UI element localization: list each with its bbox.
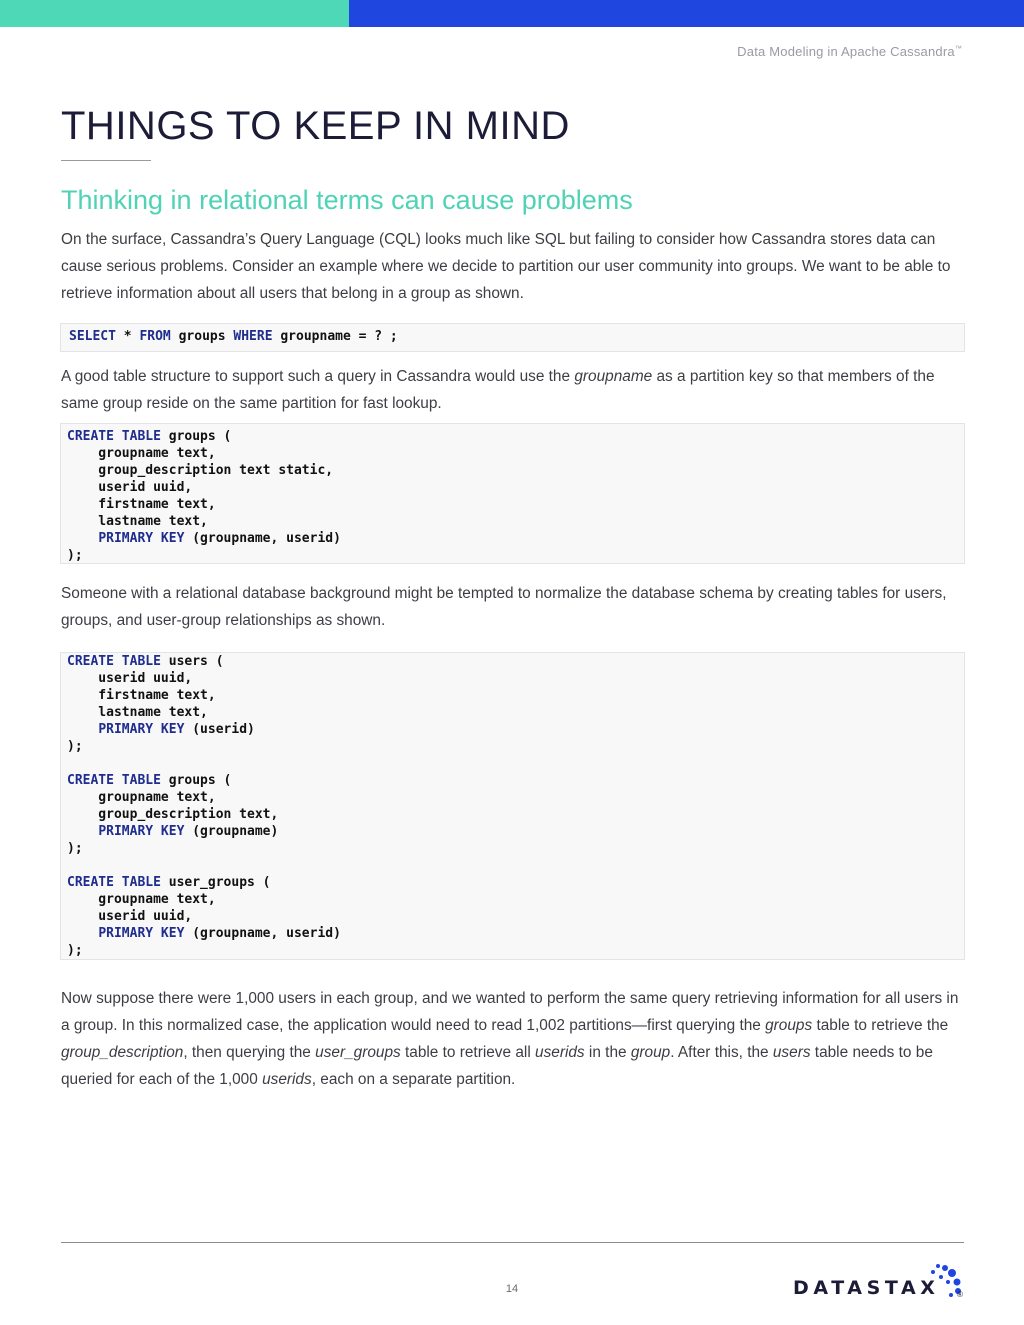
code-line	[67, 531, 341, 546]
partition-key-term: groupname	[574, 368, 653, 385]
datastax-logo	[790, 1262, 970, 1302]
code-keyword: CREATE TABLE	[67, 773, 161, 788]
partitions-explanation-paragraph	[61, 985, 967, 1093]
code-keyword: PRIMARY KEY	[98, 531, 185, 546]
code-text: groupname text,	[67, 892, 216, 907]
code-text	[67, 824, 98, 839]
code-text: (groupname, userid)	[184, 531, 341, 546]
code-text: groupname text,	[67, 446, 216, 461]
p4-text-m: table needs to be queried for each of the 1,000	[61, 1044, 933, 1088]
code-text: users (	[160, 654, 224, 669]
code-keyword: WHERE	[233, 329, 273, 344]
code-text: groups	[170, 329, 234, 344]
p4-text-k: . After this, the	[670, 1044, 773, 1061]
code-line	[67, 446, 216, 461]
top-color-bar	[0, 0, 1024, 27]
code-line	[67, 875, 271, 890]
term-group-description: group_description	[61, 1044, 184, 1061]
code-line	[67, 790, 216, 805]
normalize-paragraph: Someone with a relational database background might be tempted to normalize the database schema by creating tables for users, groups, and user-group relationships as shown.	[61, 585, 947, 629]
select-query-code-block	[60, 323, 965, 352]
code-text	[67, 722, 98, 737]
code-line	[67, 480, 192, 495]
code-text: userid uuid,	[67, 480, 193, 495]
code-line	[67, 739, 83, 754]
code-line	[67, 429, 231, 444]
code-text: );	[67, 548, 83, 563]
create-groups-code-block	[60, 423, 965, 564]
normalized-schema-code-block	[60, 652, 965, 960]
code-line	[67, 722, 255, 737]
code-line	[67, 463, 333, 478]
logo-wordmark: DATASTAX	[793, 1277, 940, 1299]
code-text: );	[67, 943, 83, 958]
code-line	[67, 909, 192, 924]
code-text: user_groups (	[160, 875, 271, 890]
p4-text-i: in the	[584, 1044, 631, 1061]
partition-key-paragraph-text-2: as a partition key so that members of the same group reside on the same partition for fast lookup.	[61, 368, 935, 412]
code-line	[67, 514, 208, 529]
code-text	[67, 926, 98, 941]
code-line	[67, 705, 208, 720]
p4-text-e: , then querying the	[183, 1044, 316, 1061]
footer-divider	[61, 1242, 964, 1243]
partition-key-paragraph	[61, 363, 967, 417]
code-text: groups (	[160, 773, 232, 788]
code-text: group_description text static,	[67, 463, 334, 478]
term-user-groups: user_groups	[315, 1044, 401, 1061]
code-line	[67, 654, 224, 669]
code-line	[67, 671, 192, 686]
code-text: (groupname, userid)	[184, 926, 341, 941]
code-line	[69, 329, 398, 344]
code-text: *	[115, 329, 140, 344]
code-line	[67, 688, 216, 703]
code-text: userid uuid,	[67, 671, 193, 686]
code-text: );	[67, 841, 83, 856]
code-text: lastname text,	[67, 705, 208, 720]
code-keyword: PRIMARY KEY	[98, 824, 185, 839]
code-text: );	[67, 739, 83, 754]
page-title: THINGS TO KEEP IN MIND	[61, 104, 570, 148]
code-keyword: PRIMARY KEY	[98, 722, 185, 737]
p4-text-o: , each on a separate partition.	[311, 1071, 516, 1088]
p4-text-g: table to retrieve all	[400, 1044, 536, 1061]
code-line	[67, 824, 278, 839]
trademark-symbol: ™	[954, 45, 962, 53]
running-header	[737, 44, 962, 59]
code-keyword: FROM	[139, 329, 171, 344]
code-line	[67, 892, 216, 907]
code-line	[67, 926, 341, 941]
code-text	[67, 531, 98, 546]
code-text: firstname text,	[67, 497, 216, 512]
code-text: userid uuid,	[67, 909, 193, 924]
code-line	[67, 841, 83, 856]
code-text: group_description text,	[67, 807, 279, 822]
normalized-schema-code	[67, 653, 964, 959]
top-bar-teal-segment	[0, 0, 349, 27]
code-keyword: PRIMARY KEY	[98, 926, 185, 941]
code-text: groupname text,	[67, 790, 216, 805]
code-line	[67, 807, 278, 822]
term-userids: userids	[535, 1044, 585, 1061]
code-keyword: SELECT	[69, 329, 116, 344]
partition-key-paragraph-text-1: A good table structure to support such a query in Cassandra would use the	[61, 368, 575, 385]
term-groups: groups	[765, 1017, 813, 1034]
code-text: (userid)	[184, 722, 255, 737]
section-heading: Thinking in relational terms can cause problems	[61, 185, 633, 215]
code-text: lastname text,	[67, 514, 208, 529]
code-keyword: CREATE TABLE	[67, 429, 161, 444]
term-userids-2: userids	[262, 1071, 312, 1088]
create-groups-code	[67, 428, 964, 564]
running-header-title: Data Modeling in Apache Cassandra	[737, 44, 955, 59]
p4-text-a: Now suppose there were 1,000 users in each group, and we wanted to perform the same query retrieving information for all users in a group. In this normalized case, the application would need to read 1,002 partitions—first querying the	[61, 990, 959, 1034]
term-group: group	[630, 1044, 671, 1061]
code-keyword: CREATE TABLE	[67, 654, 161, 669]
code-keyword: CREATE TABLE	[67, 875, 161, 890]
select-query-code	[69, 328, 964, 345]
p4-text-c: table to retrieve the	[812, 1017, 949, 1034]
term-users: users	[772, 1044, 811, 1061]
code-line	[67, 943, 83, 958]
code-text: firstname text,	[67, 688, 216, 703]
logo-registered-mark: ®	[957, 1290, 963, 1299]
intro-paragraph: On the surface, Cassandra’s Query Language (CQL) looks much like SQL but failing to consider how Cassandra stores data can cause serious problems. Consider an example where we decide to partition our user community into groups. We want to be able to retrieve information about all users that belong in a group as shown.	[61, 231, 951, 302]
page-number: 14	[505, 1283, 519, 1295]
code-line	[67, 548, 83, 563]
code-line	[67, 497, 216, 512]
code-line	[67, 773, 231, 788]
code-text: (groupname)	[184, 824, 279, 839]
title-underline	[61, 160, 151, 161]
code-text: groupname = ? ;	[272, 329, 398, 344]
code-text: groups (	[160, 429, 232, 444]
top-bar-blue-segment	[349, 0, 1024, 27]
